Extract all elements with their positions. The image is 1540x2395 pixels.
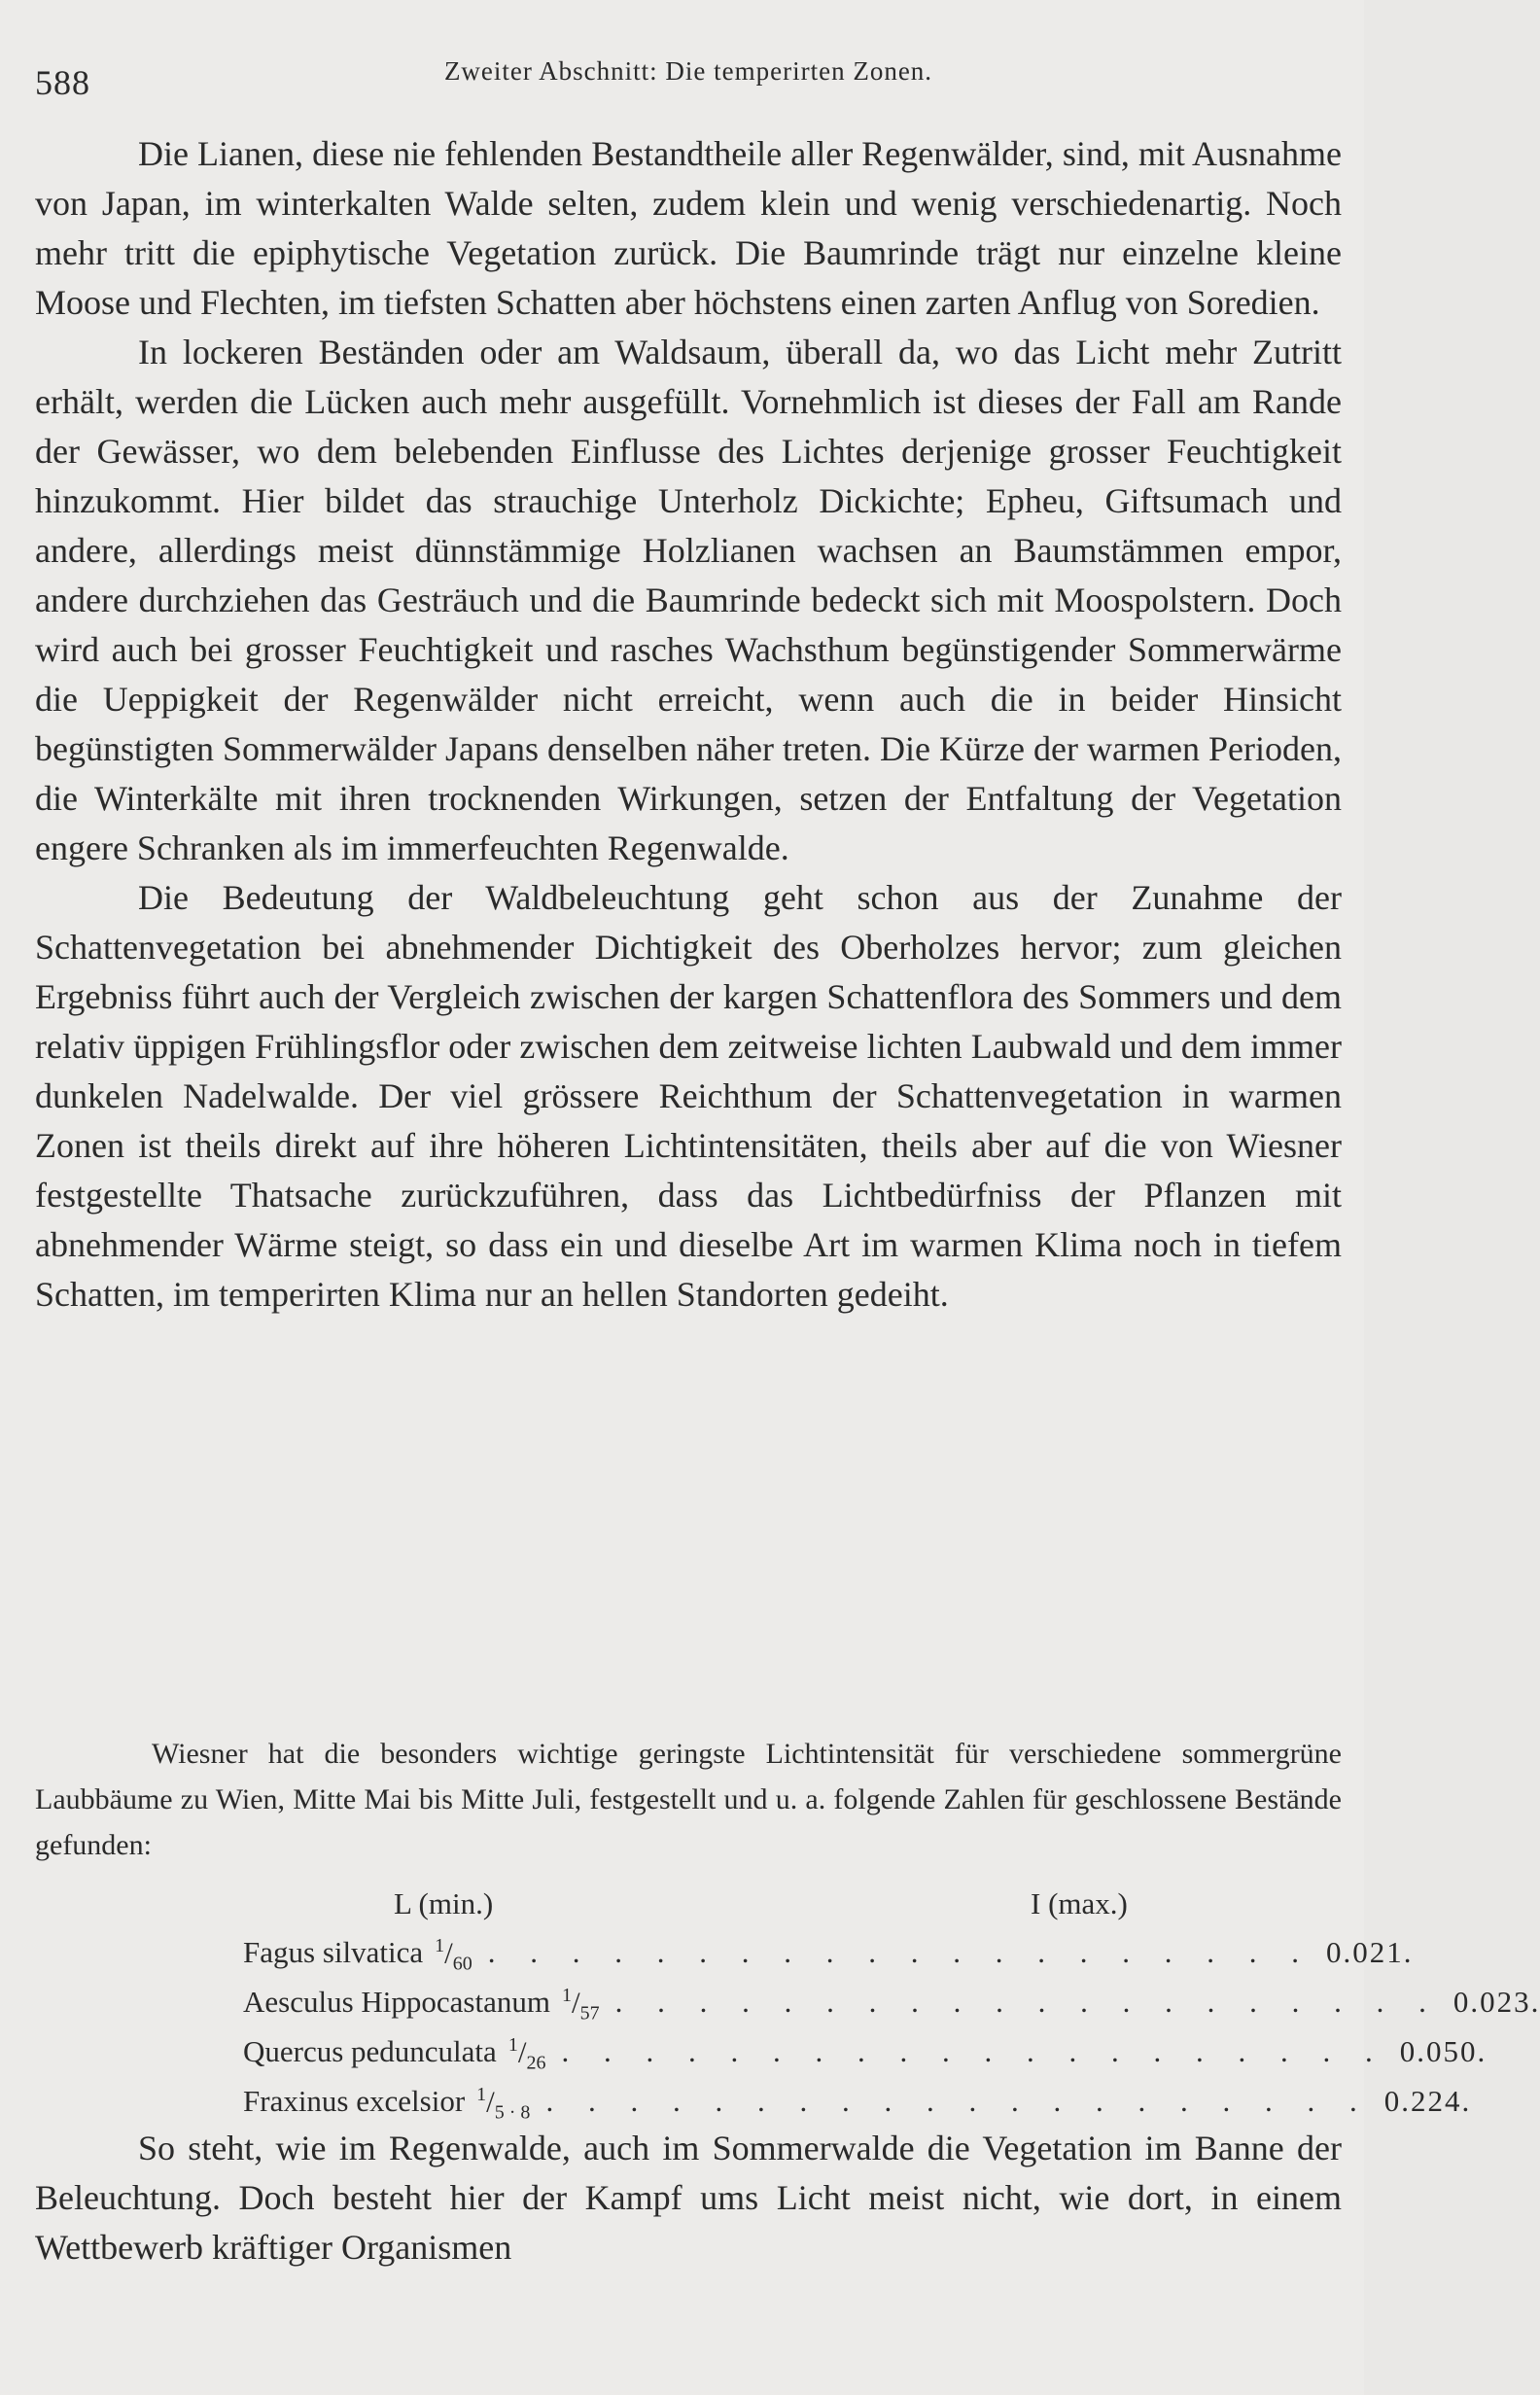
light-intensity-table xyxy=(243,1886,1540,2133)
paragraph-lianen: Die Lianen, diese nie fehlenden Bestandtheile aller Regenwälder, sind, mit Ausnahme von Japan, im winterkalten Walde selten, zudem klein und wenig verschiedenartig. Noch mehr tritt die epiphytische Vegetation zurück. Die Baumrinde trägt nur einzelne kleine Moose und Flechten, im tiefsten Schatten aber höchstens einen zarten Anflug von Soredien. xyxy=(35,134,1342,322)
intensity-value: 0.224. xyxy=(1383,2084,1472,2119)
intensity-value: 0.023. xyxy=(1452,1985,1540,2020)
species-name: Fraxinus excelsior xyxy=(243,2084,466,2119)
intensity-value: 0.050. xyxy=(1399,2034,1488,2069)
closing-text xyxy=(35,2124,1342,2272)
light-fraction: $^1/_{5 \cdot 8}$ xyxy=(476,2084,531,2124)
running-head: Zweiter Abschnitt: Die temperirten Zonen. xyxy=(443,56,933,86)
table-row xyxy=(243,2034,1488,2084)
paragraph-kampf-ums-licht: So steht, wie im Regenwalde, auch im Sommerwalde die Vegetation im Banne der Beleuchtung. Doch besteht hier der Kampf ums Licht meist nicht, wie dort, in einem Wettbewerb kräftiger Organismen xyxy=(35,2129,1342,2267)
page-number: 588 xyxy=(35,63,90,102)
paragraph-wiesner: Wiesner hat die besonders wichtige geringste Lichtintensität für verschiedene sommergrüne Laubbäume zu Wien, Mitte Mai bis Mitte Juli, festgestellt und u. a. folgende Zahlen für geschlossene Bestände gefunden: xyxy=(35,1738,1342,1861)
species-name: Quercus pedunculata xyxy=(243,2034,497,2069)
page-header xyxy=(35,51,1342,102)
column-header-i-max: I (max.) xyxy=(1031,1886,1128,1920)
paragraph-waldsaum: In lockeren Beständen oder am Waldsaum, überall da, wo das Licht mehr Zutritt erhält, werden die Lücken auch mehr ausgefüllt. Vornehmlich ist dieses der Fall am Rande der Gewässer, wo dem belebenden Einflusse des Lichtes derjenige grosser Feuchtigkeit hinzukommt. Hier bildet das strauchige Unterholz Dickichte; Epheu, Giftsumach und andere, allerdings meist dünnstämmige Holzlianen wachsen an Baumstämmen empor, andere durchziehen das Gesträuch und die Baumrinde bedeckt sich mit Moospolstern. Doch wird auch bei grosser Feuchtigkeit und rasches Wachsthum begünstigender Sommerwärme die Ueppigkeit der Regenwälder nicht erreicht, wenn auch die in beider Hinsicht begünstigten Sommerwälder Japans denselben näher treten. Die Kürze der warmen Perioden, die Winterkälte mit ihren trocknenden Wirkungen, setzen der Entfaltung der Vegetation engere Schranken als im immerfeuchten Regenwalde. xyxy=(35,333,1342,867)
column-header-l-min: L (min.) xyxy=(394,1886,494,1920)
main-text xyxy=(35,129,1342,1320)
table-row xyxy=(243,1935,1414,1985)
species-name: Fagus silvatica xyxy=(243,1935,424,1970)
light-fraction: $^1/_{60}$ xyxy=(435,1935,472,1975)
light-fraction: $^1/_{57}$ xyxy=(561,1985,600,2025)
leader-dots: . . . . . . . . . . . . . . . . . . . . xyxy=(614,1985,1440,2020)
leader-dots: . . . . . . . . . . . . . . . . . . . . xyxy=(545,2084,1371,2119)
species-name: Aesculus Hippocastanum xyxy=(243,1985,550,2020)
leader-dots: . . . . . . . . . . . . . . . . . . . . xyxy=(487,1935,1312,1970)
leader-dots: . . . . . . . . . . . . . . . . . . . . xyxy=(561,2034,1386,2069)
table-row xyxy=(243,1985,1540,2034)
intensity-value: 0.021. xyxy=(1325,1935,1414,1970)
paragraph-waldbeleuchtung: Die Bedeutung der Waldbeleuchtung geht schon aus der Zunahme der Schattenvegetation bei abnehmender Dichtigkeit des Oberholzes hervor; zum gleichen Ergebniss führt auch der Vergleich zwischen der kargen Schattenflora des Sommers und dem relativ üppigen Frühlingsflor oder zwischen dem zeitweise lichten Laubwald und dem immer dunkelen Nadelwalde. Der viel grössere Reichthum der Schattenvegetation in warmen Zonen ist theils direkt auf ihre höheren Lichtintensitäten, theils aber auf die von Wiesner festgestellte Thatsache zurückzuführen, dass das Lichtbedürfniss der Pflanzen mit abnehmender Wärme steigt, so dass ein und dieselbe Art im warmen Klima noch in tiefem Schatten, im temperirten Klima nur an hellen Standorten gedeiht. xyxy=(35,878,1342,1314)
light-fraction: $^1/_{26}$ xyxy=(508,2034,546,2074)
wiesner-note xyxy=(35,1731,1342,1868)
table-header xyxy=(243,1886,1147,1935)
